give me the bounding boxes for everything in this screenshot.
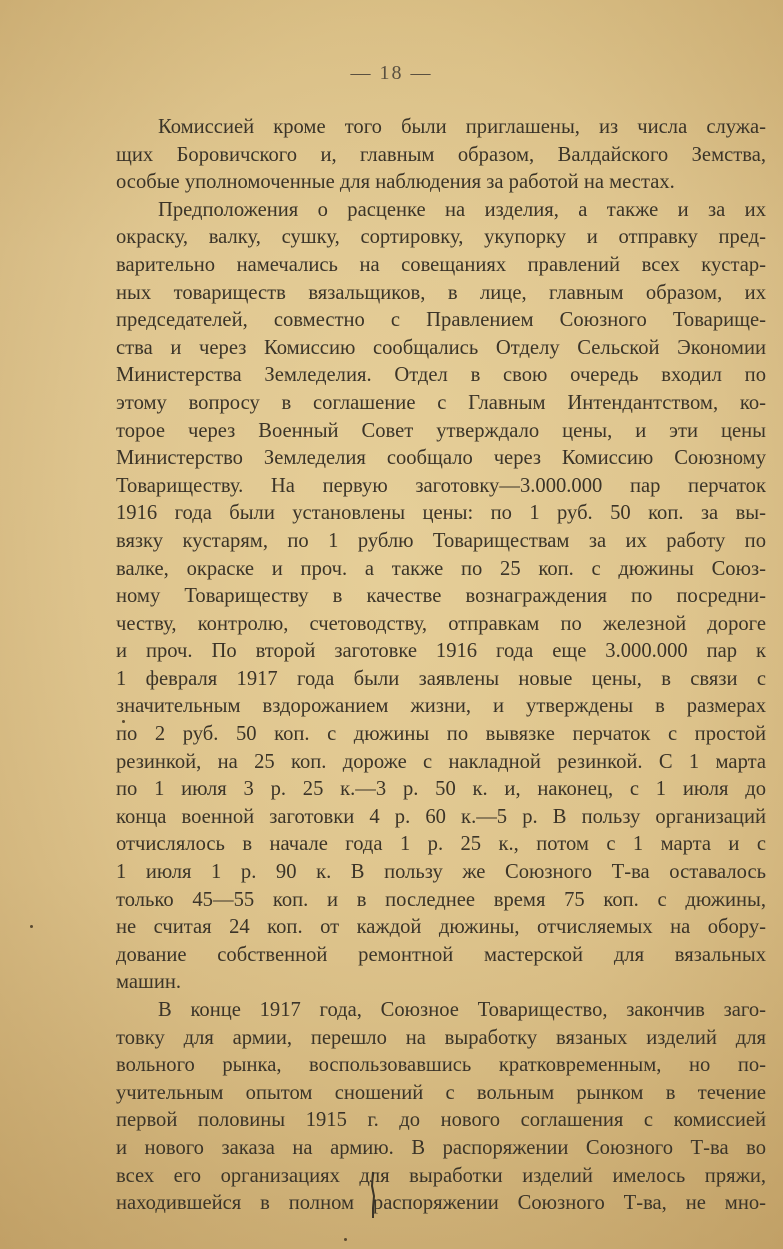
text-line: первой половины 1915 г. до нового соглашения с комиссией — [116, 1109, 766, 1132]
text-line: значительным вздорожанием жизни, и утверждены в размерах — [116, 695, 766, 718]
text-line: валке, окраске и проч. а также по 25 коп. с дюжины Союз- — [116, 557, 766, 580]
text-line: находившейся в полном распоряжении Союзного Т-ва, не мно- — [116, 1192, 766, 1215]
paragraph-1 — [116, 114, 766, 197]
text-line: честву, контролю, счетоводству, отправкам по железной дороге — [116, 612, 766, 635]
text-line: отчислялось в начале года 1 р. 25 к., потом с 1 марта и с — [116, 833, 766, 856]
text-line: по 2 руб. 50 коп. с дюжины по вывязке перчаток с простой — [116, 723, 766, 746]
body-text — [116, 114, 766, 1218]
text-line: и проч. По второй заготовке 1916 года еще 3.000.000 пар к — [116, 640, 766, 663]
text-line: 1916 года были установлены цены: по 1 руб. 50 коп. за вы- — [116, 502, 766, 525]
text-line: варительно намечались на совещаниях правлений всех кустар- — [116, 253, 766, 276]
text-line: щих Боровичского и, главным образом, Валдайского Земства, — [116, 143, 766, 166]
text-line: Комиссией кроме того были приглашены, из числа служа- — [158, 116, 766, 138]
text-line: машин. — [116, 971, 182, 994]
text-line: 1 июля 1 р. 90 к. В пользу же Союзного Т-ва оставалось — [116, 861, 766, 884]
text-line: Товариществу. На первую заготовку—3.000.000 пар перчаток — [116, 474, 766, 497]
text-line: учительным опытом сношений с вольным рынком в течение — [116, 1081, 766, 1104]
text-line: Министерства Земледелия. Отдел в свою очередь входил по — [116, 364, 766, 387]
text-line: вольного рынка, воспользовавшись кратковременным, но по- — [116, 1054, 766, 1077]
ink-mark — [370, 1170, 376, 1220]
text-line: по 1 июля 3 р. 25 к.—3 р. 50 к. и, наконец, с 1 июля до — [116, 778, 766, 801]
text-line: резинкой, на 25 коп. дороже с накладной резинкой. С 1 марта — [116, 750, 766, 773]
text-line: и нового заказа на армию. В распоряжении Союзного Т-ва во — [116, 1136, 766, 1159]
text-line: только 45—55 коп. и в последнее время 75 коп. с дюжины, — [116, 888, 766, 911]
paragraph-3 — [116, 997, 766, 1218]
text-line: особые уполномоченные для наблюдения за работой на местах. — [116, 171, 675, 194]
text-line: дование собственной ремонтной мастерской для вязальных — [116, 943, 766, 966]
text-line: Министерство Земледелия сообщало через Комиссию Союзному — [116, 447, 766, 470]
text-line: ства и через Комиссию сообщались Отделу Сельской Экономии — [116, 336, 766, 359]
text-line: Предположения о расценке на изделия, а также и за их — [158, 198, 766, 221]
text-line: товку для армии, перешло на выработку вязаных изделий для — [116, 1026, 766, 1049]
text-line: ных товариществ вязальщиков, в лице, главным образом, их — [116, 281, 766, 304]
text-line: всех его организациях для выработки изделий имелось пряжи, — [116, 1164, 766, 1187]
text-line: вязку кустарям, по 1 рублю Товариществам за их работу по — [116, 529, 766, 552]
text-line: не считая 24 коп. от каждой дюжины, отчисляемых на обору- — [116, 916, 766, 939]
paragraph-2 — [116, 197, 766, 997]
text-line: ному Товариществу в качестве вознаграждения по посредни- — [116, 585, 766, 608]
text-line: окраску, валку, сушку, сортировку, укупорку и отправку пред- — [116, 226, 766, 249]
text-line: конца военной заготовки 4 р. 60 к.—5 р. В пользу организаций — [116, 805, 766, 828]
text-line: торое через Военный Совет утверждало цены, и эти цены — [116, 419, 766, 442]
paper-speck — [344, 1238, 347, 1241]
page-number: — 18 — — [350, 62, 433, 84]
paper-speck — [122, 720, 125, 723]
text-line: этому вопросу в соглашение с Главным Интендантством, ко- — [116, 391, 766, 414]
paper-speck — [30, 925, 33, 928]
text-line: 1 февраля 1917 года были заявлены новые цены, в связи с — [116, 667, 766, 690]
text-line: В конце 1917 года, Союзное Товарищество, закончив заго- — [158, 999, 766, 1021]
text-line: председателей, совместно с Правлением Союзного Товарище- — [116, 309, 766, 332]
